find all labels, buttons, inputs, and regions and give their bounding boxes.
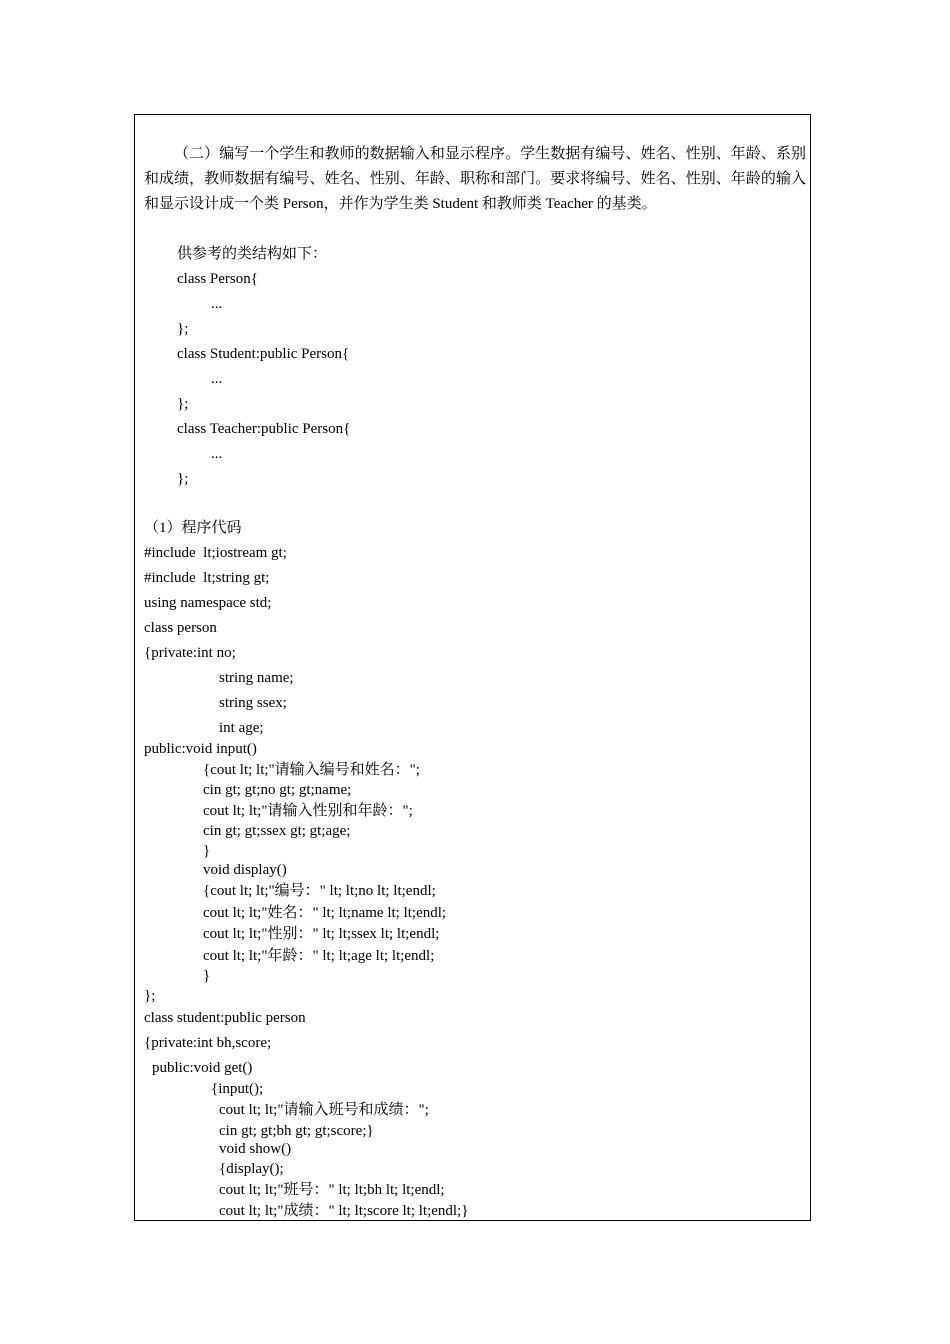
- structure-line: ...: [211, 296, 223, 312]
- code-line: {private:int bh,score;: [144, 1035, 272, 1051]
- code-line: class student:public person: [144, 1010, 306, 1026]
- code-line: void show(): [219, 1141, 292, 1157]
- code-line: {cout lt; lt;"请输入编号和姓名：";: [203, 762, 420, 778]
- code-line: class person: [144, 620, 217, 636]
- code-line: }: [203, 968, 211, 984]
- code-line: cout lt; lt;"班号：" lt; lt;bh lt; lt;endl;: [219, 1182, 445, 1198]
- code-line: cout lt; lt;"请输入班号和成绩：";: [219, 1102, 429, 1118]
- structure-line: };: [177, 396, 189, 412]
- structure-line: class Teacher:public Person{: [177, 421, 351, 437]
- structure-line: class Student:public Person{: [177, 346, 350, 362]
- code-line: #include lt;string gt;: [144, 570, 270, 586]
- code-line: void display(): [203, 862, 287, 878]
- ref-note: 供参考的类结构如下：: [177, 246, 328, 262]
- intro-paragraph: （二）编写一个学生和教师的数据输入和显示程序。学生数据有编号、姓名、性别、年龄、系别和成绩，教师数据有编号、姓名、性别、年龄、职称和部门。要求将编号、姓名、性别、年龄的输入和显示设计成一个类 Person，并作为学生类 Student 和教师类 Teacher 的基类。: [144, 146, 806, 212]
- code-line: public:void get(): [152, 1060, 253, 1076]
- section-title: （1）程序代码: [144, 520, 242, 536]
- code-line: cin gt; gt;no gt; gt;name;: [203, 782, 352, 798]
- code-line: cin gt; gt;bh gt; gt;score;}: [219, 1123, 374, 1139]
- code-line: cout lt; lt;"请输入性别和年龄：";: [203, 803, 413, 819]
- code-line: {cout lt; lt;"编号：" lt; lt;no lt; lt;endl;: [203, 883, 436, 899]
- code-line: }: [203, 843, 211, 859]
- code-line: using namespace std;: [144, 595, 272, 611]
- code-line: #include lt;iostream gt;: [144, 545, 287, 561]
- code-line: public:void input(): [144, 741, 257, 757]
- code-line: cout lt; lt;"姓名：" lt; lt;name lt; lt;endl;: [203, 905, 447, 921]
- structure-line: };: [177, 321, 189, 337]
- code-line: string name;: [219, 670, 294, 686]
- structure-line: ...: [211, 446, 223, 462]
- structure-line: ...: [211, 371, 223, 387]
- code-line: {private:int no;: [144, 645, 236, 661]
- code-line: {display();: [219, 1161, 284, 1177]
- code-line: cout lt; lt;"年龄：" lt; lt;age lt; lt;endl;: [203, 948, 435, 964]
- code-line: {input();: [211, 1081, 264, 1097]
- code-line: int age;: [219, 720, 264, 736]
- code-line: string ssex;: [219, 695, 287, 711]
- structure-line: };: [177, 471, 189, 487]
- code-line: };: [144, 988, 156, 1004]
- code-line: cout lt; lt;"成绩：" lt; lt;score lt; lt;endl;}: [219, 1203, 469, 1219]
- code-line: cout lt; lt;"性别：" lt; lt;ssex lt; lt;endl;: [203, 926, 440, 942]
- code-line: cin gt; gt;ssex gt; gt;age;: [203, 823, 351, 839]
- structure-line: class Person{: [177, 271, 258, 287]
